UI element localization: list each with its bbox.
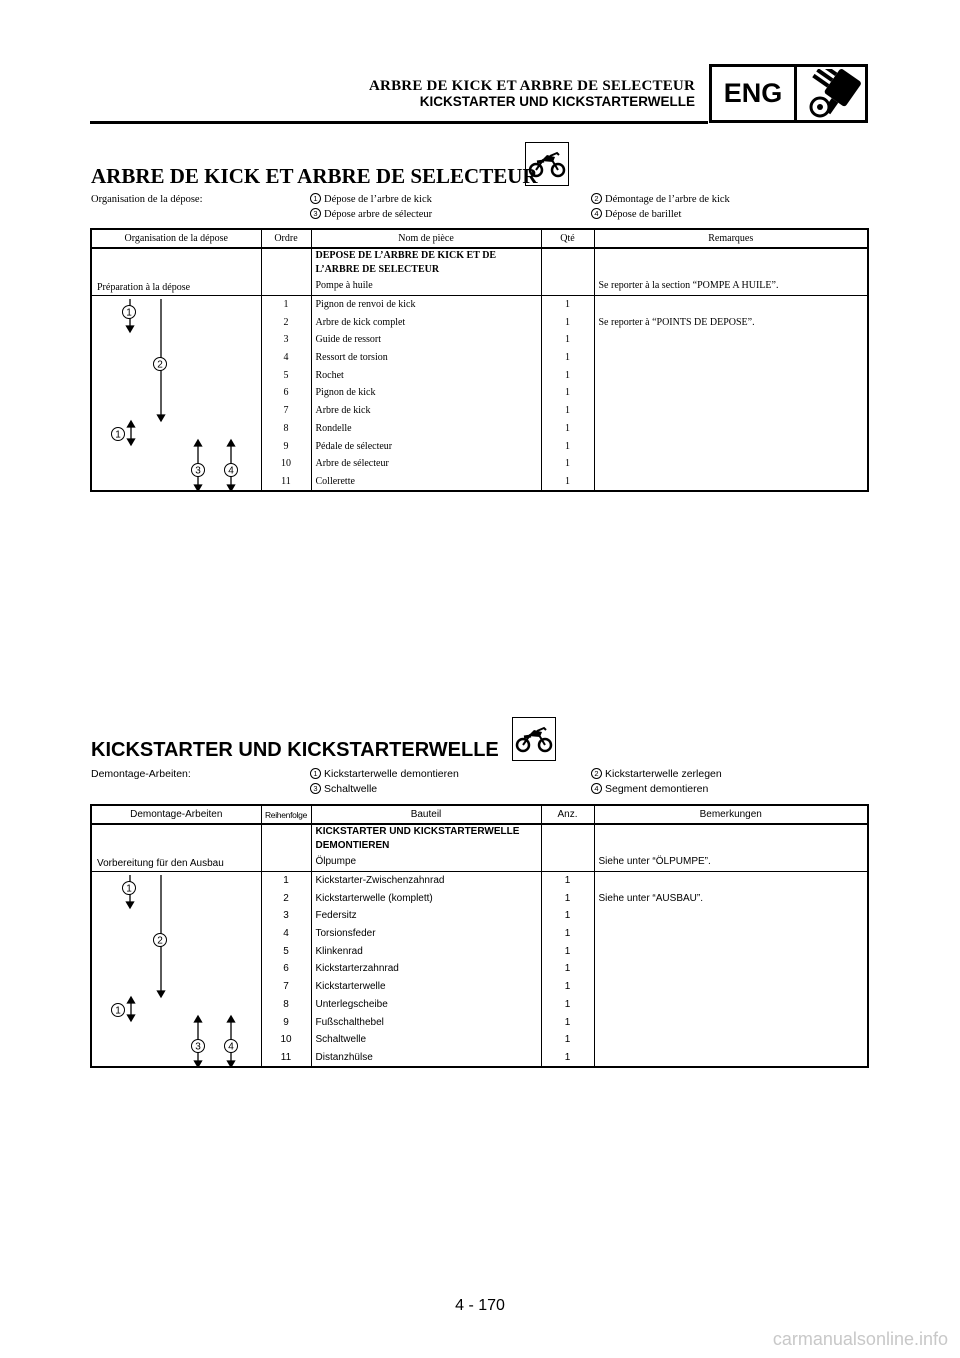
order-cell: 4 bbox=[261, 349, 311, 367]
column-header: Qté bbox=[541, 229, 594, 248]
part-cell: Federsitz bbox=[311, 907, 541, 925]
part-cell: Arbre de sélecteur bbox=[311, 455, 541, 473]
parts-table-fr bbox=[90, 228, 869, 492]
column-header: Ordre bbox=[261, 229, 311, 248]
part-cell: Ressort de torsion bbox=[311, 349, 541, 367]
order-cell: 1 bbox=[261, 295, 311, 313]
order-cell: 2 bbox=[261, 313, 311, 331]
remark-cell bbox=[594, 384, 868, 402]
circled-number: 4 bbox=[591, 783, 602, 794]
table-header-row bbox=[91, 229, 868, 248]
order-cell: 8 bbox=[261, 420, 311, 438]
order-cell: 6 bbox=[261, 384, 311, 402]
part-cell: Kickstarter-Zwischenzahnrad bbox=[311, 871, 541, 889]
step-item bbox=[310, 192, 432, 207]
step-arrows-diagram bbox=[92, 296, 260, 492]
step-text: Dépose de l’arbre de kick bbox=[324, 194, 432, 205]
qty-cell: 1 bbox=[541, 437, 594, 455]
part-cell: Unterlegscheibe bbox=[311, 996, 541, 1014]
remark-cell bbox=[594, 978, 868, 996]
qty-cell: 1 bbox=[541, 313, 594, 331]
part-cell: Rondelle bbox=[311, 420, 541, 438]
qty-cell: 1 bbox=[541, 331, 594, 349]
order-cell: 9 bbox=[261, 1013, 311, 1031]
step-text: Kickstarterwelle zerlegen bbox=[605, 768, 722, 780]
column-header: Reihenfolge bbox=[261, 805, 311, 824]
remark-cell bbox=[594, 331, 868, 349]
column-header: Nom de pièce bbox=[311, 229, 541, 248]
step-item bbox=[310, 767, 459, 782]
prep-part: Ölpumpe bbox=[311, 853, 541, 871]
part-cell: Pédale de sélecteur bbox=[311, 437, 541, 455]
qty-cell: 1 bbox=[541, 889, 594, 907]
circled-number: 1 bbox=[310, 768, 321, 779]
step-text: Dépose de barillet bbox=[605, 209, 682, 220]
prep-label: Vorbereitung für den Ausbau bbox=[97, 857, 224, 869]
qty-cell: 1 bbox=[541, 996, 594, 1014]
org-label: Organisation de la dépose: bbox=[91, 194, 203, 205]
prep-remark: Se reporter à la section “POMPE A HUILE”. bbox=[594, 277, 868, 295]
step-text: Dépose arbre de sélecteur bbox=[324, 209, 433, 220]
prep-heading: DEPOSE DE L’ARBRE DE KICK ET DE L’ARBRE DE SELECTEUR bbox=[311, 248, 541, 277]
order-cell: 5 bbox=[261, 366, 311, 384]
part-cell: Klinkenrad bbox=[311, 942, 541, 960]
remark-cell bbox=[594, 960, 868, 978]
column-header: Bauteil bbox=[311, 805, 541, 824]
dirt-bike-icon bbox=[512, 717, 556, 761]
remark-cell bbox=[594, 295, 868, 313]
section-title-fr: ARBRE DE KICK ET ARBRE DE SELECTEUR bbox=[91, 164, 538, 188]
part-cell: Pignon de renvoi de kick bbox=[311, 295, 541, 313]
qty-cell: 1 bbox=[541, 1049, 594, 1068]
eng-section-badge bbox=[709, 64, 868, 123]
qty-cell: 1 bbox=[541, 455, 594, 473]
remark-cell bbox=[594, 437, 868, 455]
circled-number: 3 bbox=[310, 783, 321, 794]
order-cell: 11 bbox=[261, 473, 311, 492]
qty-cell: 1 bbox=[541, 925, 594, 943]
watermark: carmanualsonline.info bbox=[772, 1329, 948, 1349]
remark-cell bbox=[594, 1031, 868, 1049]
qty-cell: 1 bbox=[541, 1013, 594, 1031]
order-cell: 9 bbox=[261, 437, 311, 455]
remark-cell bbox=[594, 1049, 868, 1068]
part-cell: Kickstarterwelle bbox=[311, 978, 541, 996]
order-cell: 3 bbox=[261, 907, 311, 925]
part-cell: Guide de ressort bbox=[311, 331, 541, 349]
part-cell: Kickstarterwelle (komplett) bbox=[311, 889, 541, 907]
part-cell: Arbre de kick complet bbox=[311, 313, 541, 331]
remark-cell bbox=[594, 1013, 868, 1031]
step-item bbox=[310, 207, 432, 222]
part-cell: Distanzhülse bbox=[311, 1049, 541, 1068]
step-text: Segment demontieren bbox=[605, 783, 709, 795]
table-header-row bbox=[91, 805, 868, 824]
dirt-bike-icon bbox=[525, 142, 569, 186]
qty-cell: 1 bbox=[541, 871, 594, 889]
order-cell: 11 bbox=[261, 1049, 311, 1068]
qty-cell: 1 bbox=[541, 295, 594, 313]
order-cell: 1 bbox=[261, 871, 311, 889]
part-cell: Rochet bbox=[311, 366, 541, 384]
page-number: 4 - 170 bbox=[455, 1297, 505, 1314]
qty-cell: 1 bbox=[541, 942, 594, 960]
qty-cell: 1 bbox=[541, 349, 594, 367]
diagram-step-4: 4 bbox=[228, 465, 234, 477]
circled-number: 2 bbox=[591, 193, 602, 204]
prep-remark: Siehe unter “ÖLPUMPE”. bbox=[594, 853, 868, 871]
column-header: Organisation de la dépose bbox=[91, 229, 261, 248]
qty-cell: 1 bbox=[541, 420, 594, 438]
header-titles bbox=[369, 78, 695, 110]
part-cell: Torsionsfeder bbox=[311, 925, 541, 943]
diagram-step-2: 2 bbox=[157, 359, 163, 371]
qty-cell: 1 bbox=[541, 907, 594, 925]
diagram-step-1: 1 bbox=[126, 883, 132, 895]
circled-number: 1 bbox=[310, 193, 321, 204]
qty-cell: 1 bbox=[541, 473, 594, 492]
circled-number: 3 bbox=[310, 208, 321, 219]
order-cell: 4 bbox=[261, 925, 311, 943]
diagram-step-1: 1 bbox=[115, 1005, 121, 1017]
column-header: Anz. bbox=[541, 805, 594, 824]
diagram-step-3: 3 bbox=[195, 1041, 201, 1053]
part-cell: Arbre de kick bbox=[311, 402, 541, 420]
qty-cell: 1 bbox=[541, 366, 594, 384]
order-cell: 10 bbox=[261, 455, 311, 473]
diagram-step-1: 1 bbox=[126, 307, 132, 319]
remark-cell bbox=[594, 473, 868, 492]
step-text: Kickstarterwelle demontieren bbox=[324, 768, 459, 780]
order-cell: 8 bbox=[261, 996, 311, 1014]
remark-cell bbox=[594, 366, 868, 384]
order-cell: 5 bbox=[261, 942, 311, 960]
order-cell: 7 bbox=[261, 402, 311, 420]
step-arrows-diagram bbox=[92, 872, 260, 1068]
eng-label: ENG bbox=[712, 67, 797, 120]
order-cell: 10 bbox=[261, 1031, 311, 1049]
remark-cell bbox=[594, 349, 868, 367]
table-row bbox=[91, 871, 868, 889]
order-cell: 7 bbox=[261, 978, 311, 996]
header-title-fr: ARBRE DE KICK ET ARBRE DE SELECTEUR bbox=[369, 78, 695, 94]
step-text: Schaltwelle bbox=[324, 783, 378, 795]
remark-cell bbox=[594, 455, 868, 473]
column-header: Remarques bbox=[594, 229, 868, 248]
diagram-step-1: 1 bbox=[115, 429, 121, 441]
diagram-step-2: 2 bbox=[157, 935, 163, 947]
diagram-step-4: 4 bbox=[228, 1041, 234, 1053]
parts-table-de bbox=[90, 804, 869, 1068]
step-item bbox=[591, 767, 722, 782]
qty-cell: 1 bbox=[541, 960, 594, 978]
qty-cell: 1 bbox=[541, 384, 594, 402]
remark-cell bbox=[594, 925, 868, 943]
remark-cell bbox=[594, 420, 868, 438]
step-item bbox=[591, 782, 708, 797]
remark-cell bbox=[594, 402, 868, 420]
order-cell: 6 bbox=[261, 960, 311, 978]
prep-heading: KICKSTARTER UND KICKSTARTERWELLE DEMONTIEREN bbox=[311, 824, 541, 853]
remark-cell: Se reporter à “POINTS DE DEPOSE”. bbox=[594, 313, 868, 331]
table-row bbox=[91, 248, 868, 277]
order-cell: 2 bbox=[261, 889, 311, 907]
remark-cell bbox=[594, 996, 868, 1014]
circled-number: 2 bbox=[591, 768, 602, 779]
column-header: Bemerkungen bbox=[594, 805, 868, 824]
engine-piston-icon bbox=[797, 67, 865, 120]
part-cell: Pignon de kick bbox=[311, 384, 541, 402]
qty-cell: 1 bbox=[541, 1031, 594, 1049]
step-text: Démontage de l’arbre de kick bbox=[605, 194, 730, 205]
part-cell: Schaltwelle bbox=[311, 1031, 541, 1049]
header-rule bbox=[90, 121, 708, 124]
prep-part: Pompe à huile bbox=[311, 277, 541, 295]
remark-cell bbox=[594, 871, 868, 889]
org-label: Demontage-Arbeiten: bbox=[91, 768, 191, 780]
prep-label: Préparation à la dépose bbox=[97, 281, 191, 293]
table-row bbox=[91, 295, 868, 313]
qty-cell: 1 bbox=[541, 978, 594, 996]
step-item bbox=[591, 192, 730, 207]
qty-cell: 1 bbox=[541, 402, 594, 420]
diagram-step-3: 3 bbox=[195, 465, 201, 477]
order-cell: 3 bbox=[261, 331, 311, 349]
header-title-de: KICKSTARTER UND KICKSTARTERWELLE bbox=[419, 94, 695, 109]
step-item bbox=[310, 782, 377, 797]
remark-cell bbox=[594, 942, 868, 960]
part-cell: Fußschalthebel bbox=[311, 1013, 541, 1031]
circled-number: 4 bbox=[591, 208, 602, 219]
table-row bbox=[91, 824, 868, 853]
remark-cell bbox=[594, 907, 868, 925]
step-item bbox=[591, 207, 681, 222]
remark-cell: Siehe unter “AUSBAU”. bbox=[594, 889, 868, 907]
part-cell: Kickstarterzahnrad bbox=[311, 960, 541, 978]
column-header: Demontage-Arbeiten bbox=[91, 805, 261, 824]
part-cell: Collerette bbox=[311, 473, 541, 492]
section-title-de: KICKSTARTER UND KICKSTARTERWELLE bbox=[91, 739, 499, 761]
